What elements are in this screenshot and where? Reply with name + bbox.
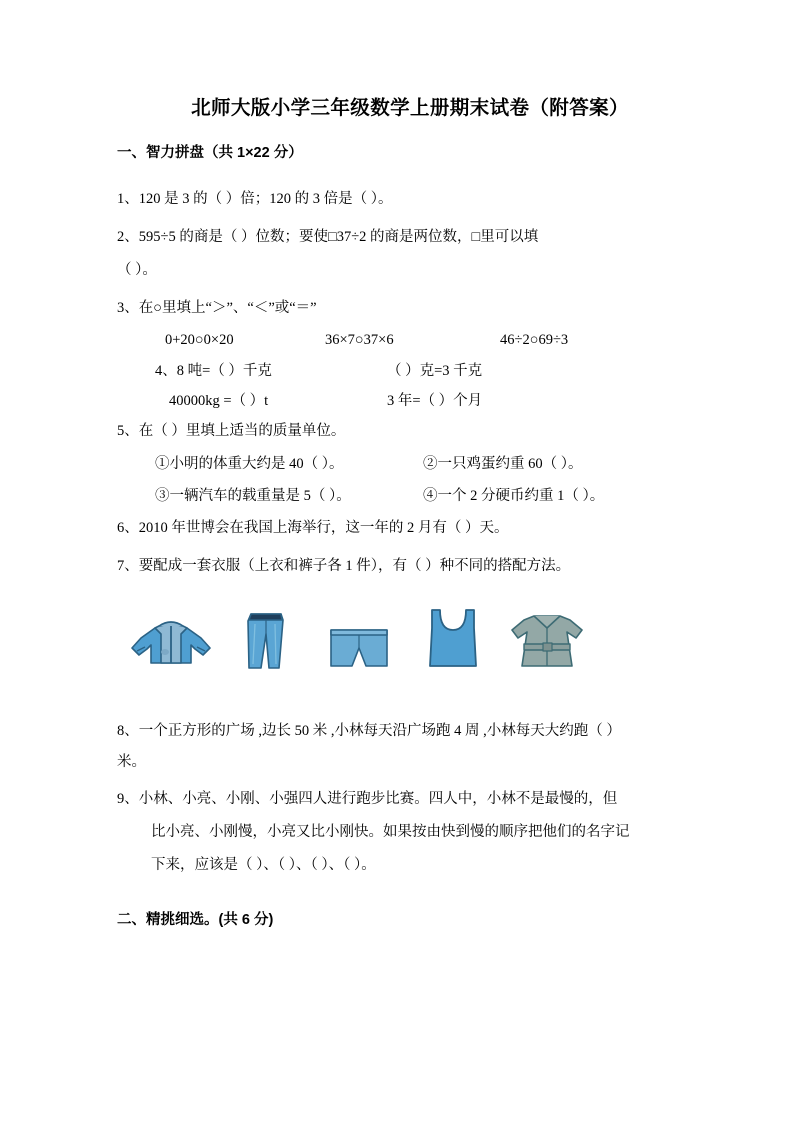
question-8-line-1: 8、一个正方形的广场 ,边长 50 米 ,小林每天沿广场跑 4 周 ,小林每天大约跑（ ） [117,722,621,739]
question-5-item-4: ④一个 2 分硬币约重 1（ ）。 [423,488,605,505]
question-5-row-2 [117,481,683,513]
coat-dress-icon [510,612,584,670]
clothing-item-shorts [313,602,405,670]
question-5-item-2: ②一只鸡蛋约重 60（ ）。 [423,456,583,473]
clothing-item-jacket [125,602,217,670]
question-5-prompt: 5、在（ ）里填上适当的质量单位。 [117,423,346,440]
comparison-3: 46÷2○69÷3 [500,332,569,349]
question-4-line-1 [117,356,683,386]
question-9-line-2: 比小亮、小刚慢，小亮又比小刚快。如果按由快到慢的顺序把他们的名字记 [151,824,630,841]
clothing-illustrations [117,592,683,670]
question-4-conversion-c: 40000kg =（ ）t [169,393,269,410]
comparison-1: 0+20○0×20 [165,332,234,349]
question-3-prompt: 3、在○里填上“＞”、“＜”或“＝” [117,300,317,317]
jacket-icon [129,618,213,670]
question-4-conversion-b: （ ）克=3 千克 [387,362,483,379]
tank-top-icon [424,608,482,670]
question-2-line-1: 2、595÷5 的商是（ ）位数；要使□37÷2 的商是两位数，□里可以填 [117,228,539,245]
question-8 [117,716,683,778]
shorts-icon [326,626,392,670]
page-title: 北师大版小学三年级数学上册期末试卷（附答案） [191,97,629,119]
question-4-label: 4、 [155,362,177,379]
question-4-conversion-d: 3 年=（ ）个月 [387,393,483,410]
clothing-item-coat-dress [501,602,593,670]
clothing-item-tank-top [407,602,499,670]
question-9-line-3: 下来，应该是（ ）、（ ）、（ ）、（ ）。 [151,857,376,874]
question-8-line-2: 米。 [117,753,146,770]
question-1: 1、120 是 3 的（ ）倍；120 的 3 倍是（ ）。 [117,190,393,207]
question-9-line-1: 9、小林、小亮、小刚、小强四人进行跑步比赛。四人中，小林不是最慢的，但 [117,790,618,807]
question-4-conversion-a: 4、8 吨=（ ）千克 [155,362,272,379]
section-heading-1: 一、智力拼盘（共 1×22 分） [117,145,303,162]
question-2-line-2: （ ）。 [117,261,157,278]
section-heading-2: 二、精挑细选。(共 6 分) [117,912,274,929]
question-5-row-1 [117,449,683,481]
question-5-item-3: ③一辆汽车的载重量是 5（ ）。 [155,488,351,505]
question-6: 6、2010 年世博会在我国上海举行，这一年的 2 月有（ ）天。 [117,520,509,537]
comparison-2: 36×7○37×6 [325,332,394,349]
question-5-item-1: ①小明的体重大约是 40（ ）。 [155,456,344,473]
clothing-item-trousers [219,602,311,670]
question-4-line-2 [117,386,683,416]
trousers-icon [237,608,293,670]
question-7: 7、要配成一套衣服（上衣和裤子各 1 件），有（ ）种不同的搭配方法。 [117,558,571,575]
question-3-comparisons [117,326,683,356]
